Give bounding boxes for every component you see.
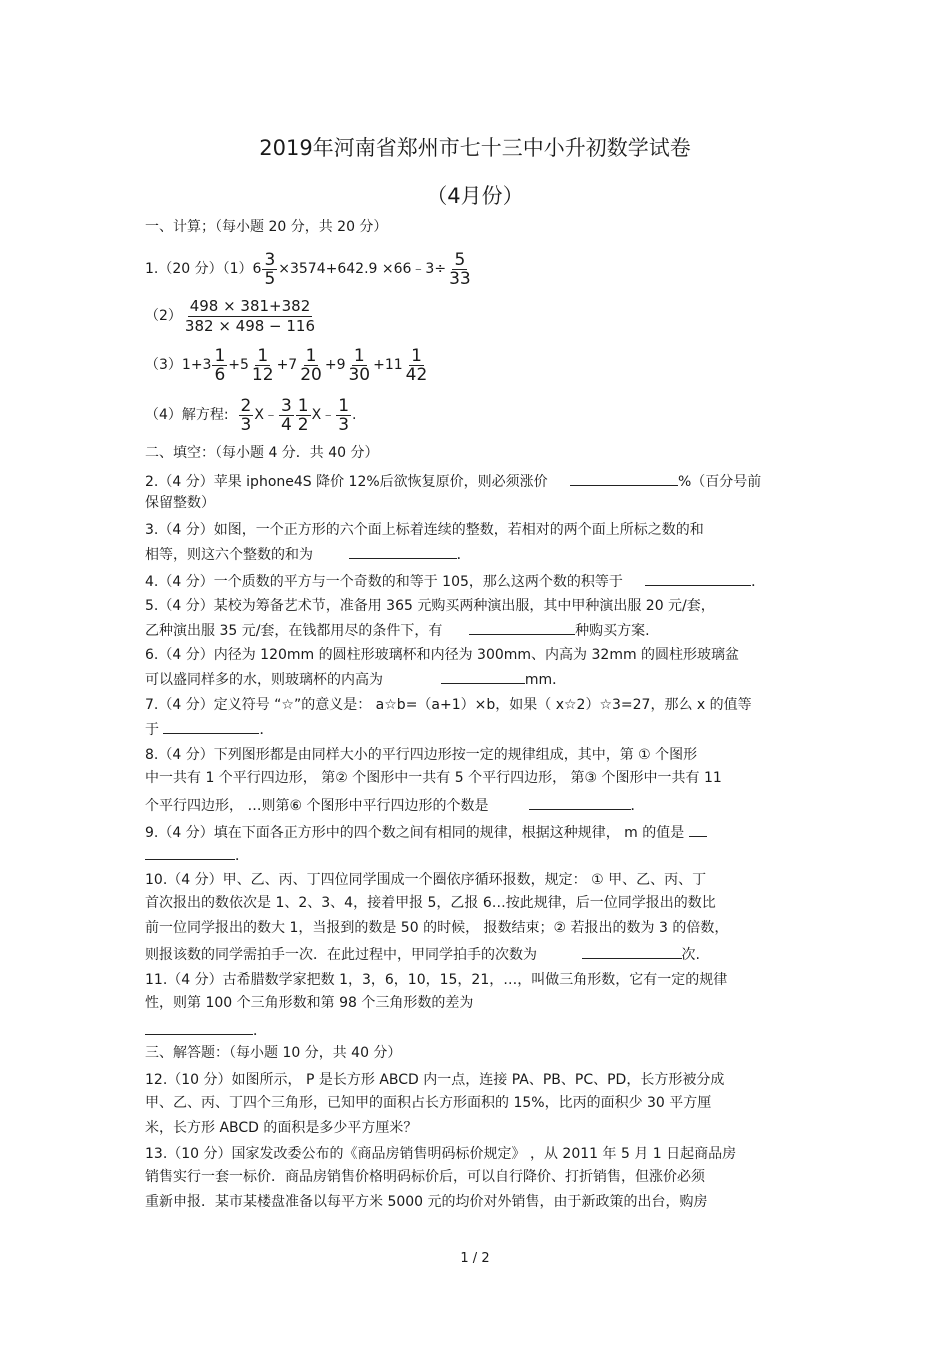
fraction: $\frac{498 \times 381+382}{382 \times 498 - 116}$ [184,296,316,335]
question-1-part-2 [145,296,810,336]
operator: +5 [228,357,249,373]
expression: X﹣ [311,407,336,423]
answer-blank[interactable] [570,471,678,486]
fraction: $\frac{1}{42}$ [405,345,428,385]
question-2-line-2: 保留整数） [145,495,215,511]
q1-part3-label: （3）1+3 [145,357,212,373]
operator: +9 [324,357,346,373]
q1-label: 1.（20 分）（1）6 [145,261,262,277]
question-4: 4.（4 分）一个质数的平方与一个奇数的和等于 105，那么这两个数的积等于 ． [145,571,810,591]
question-10-line-1: 10.（4 分）甲、乙、丙、丁四位同学围成一个圈依序循环报数，规定： ① 甲、乙、丙、丁 [145,872,707,888]
fraction: $\frac{1}{2}$ [297,395,309,435]
answer-blank[interactable] [689,822,707,837]
question-9-line-2: ． [145,845,810,865]
question-1-part-1 [145,250,810,288]
fraction: $\frac{3}{4}$ [280,395,292,435]
question-8-line-3: 个平行四边形， …则第⑥ 个图形中平行四边形的个数是 ． [145,795,810,815]
fraction: $\frac{2}{3}$ [240,395,252,435]
question-8-line-2: 中一共有 1 个平行四边形， 第② 个图形中一共有 5 个平行四边形， 第③ 个图形中一共有 11 [145,770,722,786]
q1-part2-label: （2） [145,308,182,324]
section-2-heading: 二、填空：（每小题 4 分．共 40 分） [145,445,379,461]
expression: . [352,407,357,423]
question-7-line-2: 于 ． [145,719,810,739]
question-12-line-2: 甲、乙、丙、丁四个三角形，已知甲的面积占长方形面积的 15%，比丙的面积少 30 平方厘 [145,1095,712,1111]
q1-expression: ×3574+642.9 ×66﹣3÷ [278,261,447,277]
question-12-line-1: 12.（10 分）如图所示， P 是长方形 ABCD 内一点，连接 PA、PB、PC、PD，长方形被分成 [145,1072,725,1088]
question-5-line-2: 乙种演出服 35 元/套，在钱都用尽的条件下，有 种购买方案. [145,620,810,640]
answer-blank[interactable] [441,669,525,684]
answer-blank[interactable] [145,845,235,860]
question-2-line-1: 2.（4 分）苹果 iphone4S 降价 12%后欲恢复原价，则必须涨价 %（百分号前 [145,471,810,491]
question-12-line-3: 米，长方形 ABCD 的面积是多少平方厘米？ [145,1120,418,1136]
fraction: $\frac{1}{3}$ [338,395,350,435]
question-13-line-2: 销售实行一套一标价．商品房销售价格明码标价后，可以自行降价、打折销售，但涨价必须 [145,1169,705,1185]
section-1-heading: 一、计算；（每小题 20 分，共 20 分） [145,219,388,235]
fraction: $\frac{1}{6}$ [214,345,226,385]
question-1-part-4 [145,396,810,434]
page-number: 1 / 2 [460,1251,490,1266]
answer-blank[interactable] [349,544,457,559]
fraction: $\frac{5}{33}$ [449,249,471,289]
answer-blank[interactable] [529,795,631,810]
answer-blank[interactable] [469,620,575,635]
section-3-heading: 三、解答题：（每小题 10 分，共 40 分） [145,1045,402,1061]
page-title: 2019年河南省郑州市七十三中小升初数学试卷 [259,136,691,160]
fraction: $\frac{1}{20}$ [300,345,322,385]
question-10-line-3: 前一位同学报出的数大 1，当报到的数是 50 的时候， 报数结束；② 若报出的数为 3 的倍数， [145,920,729,936]
answer-blank[interactable] [145,1020,253,1035]
question-5-line-1: 5.（4 分）某校为筹备艺术节，准备用 365 元购买两种演出服，其中甲种演出服 20 元/套， [145,598,715,614]
question-10-line-2: 首次报出的数依次是 1、2、3、4，接着甲报 5，乙报 6…按此规律，后一位同学报出的数比 [145,895,716,911]
question-13-line-3: 重新申报．某市某楼盘准备以每平方米 5000 元的均价对外销售，由于新政策的出台，购房 [145,1194,708,1210]
question-11-line-1: 11.（4 分）古希腊数学家把数 1，3，6，10，15，21，…，叫做三角形数，它有一定的规律 [145,972,728,988]
question-9-line-1: 9.（4 分）填在下面各正方形中的四个数之间有相同的规律，根据这种规律， m 的值是 [145,822,810,842]
operator: +7 [276,357,298,373]
question-7-line-1: 7.（4 分）定义符号 “☆”的意义是： a☆b=（a+1）×b，如果（ x☆2）☆3=27，那么 x 的值等 [145,697,752,713]
expression: X﹣ [254,407,278,423]
fraction: $\frac{3}{5}$ [264,249,276,289]
answer-blank[interactable] [645,571,751,586]
question-3-line-1: 3.（4 分）如图，一个正方形的六个面上标着连续的整数，若相对的两个面上所标之数的和 [145,522,704,538]
question-10-line-4: 则报该数的同学需拍手一次．在此过程中，甲同学拍手的次数为 次. [145,944,810,964]
answer-blank[interactable] [163,719,259,734]
fraction: $\frac{1}{30}$ [348,345,371,385]
question-6-line-2: 可以盛同样多的水，则玻璃杯的内高为 mm． [145,669,810,689]
question-3-line-2: 相等，则这六个整数的和为 ． [145,544,810,564]
answer-blank[interactable] [582,944,682,959]
q1-part4-label: （4）解方程: [145,407,229,423]
fraction: $\frac{1}{12}$ [251,345,274,385]
operator: +11 [373,357,403,373]
question-13-line-1: 13.（10 分）国家发改委公布的《商品房销售明码标价规定》 ，从 2011 年 5 月 1 日起商品房 [145,1146,737,1162]
question-11-line-3: ． [145,1020,810,1040]
page-subtitle: （4月份） [426,184,524,208]
question-6-line-1: 6.（4 分）内径为 120mm 的圆柱形玻璃杯和内径为 300mm、内高为 32mm 的圆柱形玻璃盆 [145,647,740,663]
question-8-line-1: 8.（4 分）下列图形都是由同样大小的平行四边形按一定的规律组成，其中，第 ① 个图形 [145,747,698,763]
question-1-part-3 [145,346,810,384]
question-11-line-2: 性，则第 100 个三角形数和第 98 个三角形数的差为 [145,995,474,1011]
